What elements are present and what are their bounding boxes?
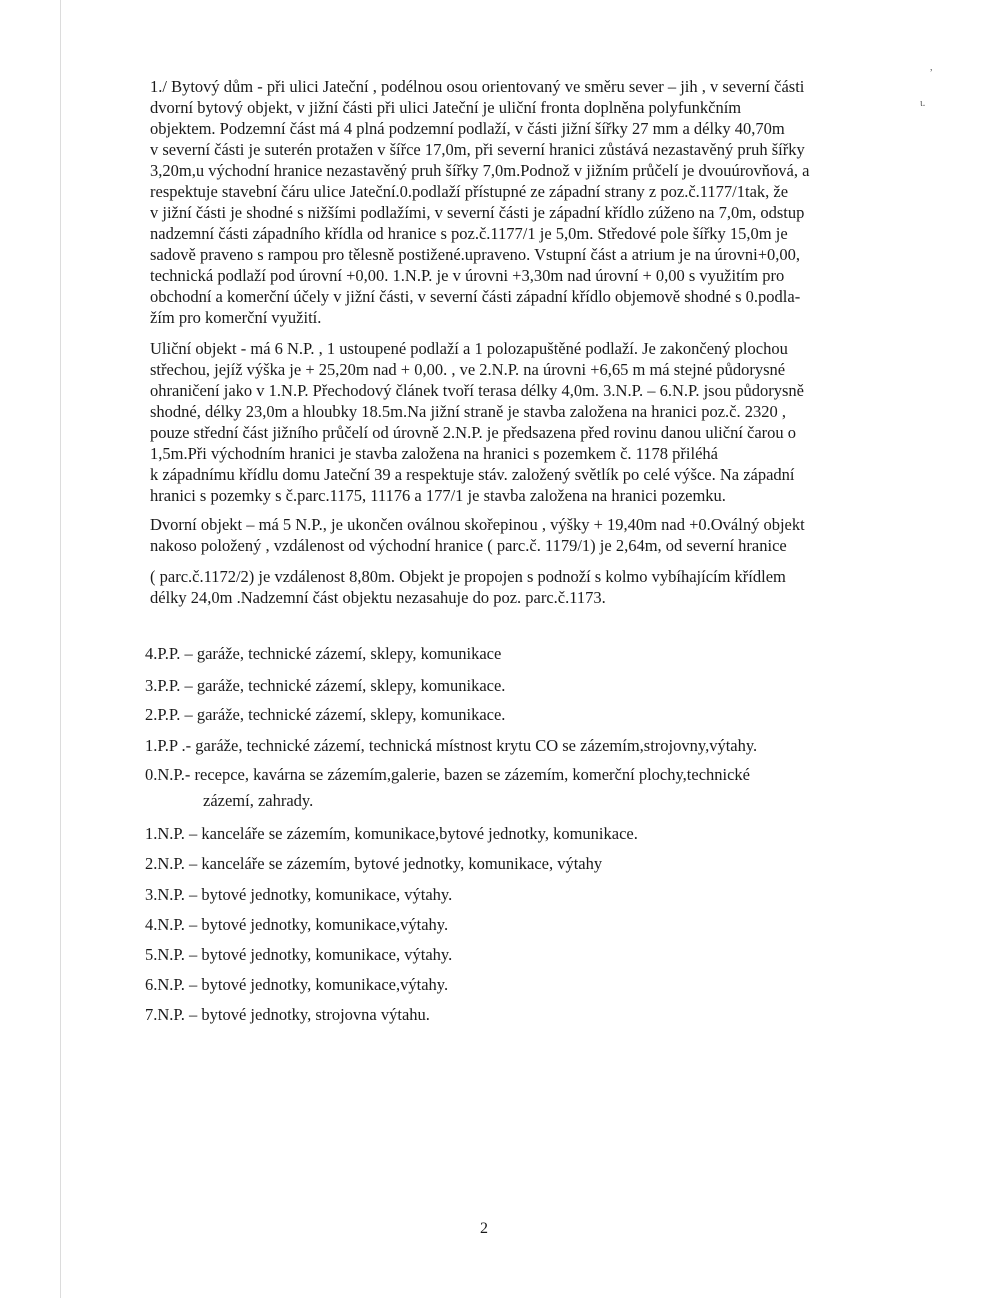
page-number: 2 (480, 1220, 488, 1237)
text-line: shodné, délky 23,0m a hloubky 18.5m.Na jižní straně je stavba založena na hranici poz.č. 2320 , (150, 402, 786, 421)
text-line: žím pro komerční využití. (150, 308, 322, 327)
text-line: dvorní bytový objekt, v jižní části při ulici Jateční je uliční fronta doplněna polyfunkčním (150, 98, 742, 117)
floor-item (145, 705, 505, 725)
floor-text: 0.N.P.- recepce, kavárna se zázemím,galerie, bazen se zázemím, komerční plochy,technické (145, 765, 751, 784)
floor-item (145, 765, 750, 811)
floor-text: 1.P.P .- garáže, technické zázemí, technická místnost krytu CO se zázemím,strojovny,výtahy. (145, 736, 758, 755)
floor-text: 7.N.P. – bytové jednotky, strojovna výtahu. (145, 1005, 430, 1024)
text-line: Dvorní objekt – má 5 N.P., je ukončen oválnou skořepinou , výšky + 19,40m nad +0.Oválný objekt (150, 515, 805, 534)
floor-item (145, 676, 505, 696)
floor-text: 6.N.P. – bytové jednotky, komunikace,výtahy. (145, 975, 449, 994)
floor-text: 3.P.P. – garáže, technické zázemí, sklepy, komunikace. (145, 676, 506, 695)
floor-item (145, 736, 757, 756)
text-line: délky 24,0m .Nadzemní část objektu nezasahuje do poz. parc.č.1173. (150, 588, 606, 607)
text-line: nadzemní části západního křídla od hranice s poz.č.1177/1 je 5,0m. Středové pole šířky 15,0m je (150, 224, 788, 243)
text-line: obchodní a komerční účely v jižní části, v severní části západní křídlo objemově shodné s 0.podla- (150, 287, 801, 306)
text-line: v jižní části je shodné s nižšími podlažími, v severní části je západní křídlo zúženo na 7,0m, odstup (150, 203, 805, 222)
paragraph-courtyard-building-cont (150, 566, 880, 608)
floor-text: 5.N.P. – bytové jednotky, komunikace, výtahy. (145, 945, 453, 964)
floor-item (145, 885, 452, 905)
floor-text: 2.N.P. – kanceláře se zázemím, bytové jednotky, komunikace, výtahy (145, 854, 603, 873)
text-line: ohraničení jako v 1.N.P. Přechodový článek tvoří terasa délky 4,0m. 3.N.P. – 6.N.P. jsou půdorysně (150, 381, 804, 400)
floor-item (145, 854, 602, 874)
scan-edge-line (60, 0, 61, 1298)
paragraph-street-building (150, 338, 880, 506)
floor-text: 1.N.P. – kanceláře se zázemím, komunikace,bytové jednotky, komunikace. (145, 824, 638, 843)
floor-item (145, 945, 452, 965)
floor-text: 4.N.P. – bytové jednotky, komunikace,výtahy. (145, 915, 449, 934)
floor-text: 3.N.P. – bytové jednotky, komunikace, výtahy. (145, 885, 453, 904)
text-line: 1,5m.Při východním hranici je stavba založena na hranici s pozemkem č. 1178 přiléhá (150, 444, 718, 463)
text-line: nakoso položený , vzdálenost od východní hranice ( parc.č. 1179/1) je 2,64m, od severní hranice (150, 536, 787, 555)
text-line: Uliční objekt - má 6 N.P. , 1 ustoupené podlaží a 1 polozapuštěné podlaží. Je zakončený plochou (150, 339, 788, 358)
floor-item (145, 824, 638, 844)
floor-text: 4.P.P. – garáže, technické zázemí, sklepy, komunikace (145, 644, 502, 663)
paragraph-residential-building (150, 76, 880, 328)
text-line: objektem. Podzemní část má 4 plná podzemní podlaží, v části jižní šířky 27 mm a délky 40,70m (150, 119, 785, 138)
text-line: střechou, jejíž výška je + 25,20m nad + 0,00. , ve 2.N.P. na úrovni +6,65 m má stejné půdorysné (150, 360, 786, 379)
floor-item (145, 915, 448, 935)
paragraph-courtyard-building (150, 514, 880, 556)
text-line: v severní části je suterén protažen v šířce 17,0m, při severní hranici zůstává nezastavěný pruh šířky (150, 140, 805, 159)
text-line: ( parc.č.1172/2) je vzdálenost 8,80m. Objekt je propojen s podnoží s kolmo vybíhajícím křídlem (150, 567, 786, 586)
floor-item (145, 644, 501, 664)
margin-speck: , (930, 62, 933, 73)
floor-text: 2.P.P. – garáže, technické zázemí, sklepy, komunikace. (145, 705, 506, 724)
text-line: pouze střední část jižního průčelí od úrovně 2.N.P. je předsazena před rovinu danou uliční čarou o (150, 423, 797, 442)
text-line: hranici s pozemky s č.parc.1175, 11176 a 177/1 je stavba založena na hranici pozemku. (150, 486, 726, 505)
text-line: sadově praveno s rampou pro tělesně postižené.upraveno. Vstupní část a atrium je na úrovni+0,00, (150, 245, 801, 264)
margin-speck: ι. (920, 98, 926, 109)
floor-text-continuation: zázemí, zahrady. (203, 791, 314, 810)
floor-item (145, 975, 448, 995)
text-line: respektuje stavební čáru ulice Jateční.0.podlaží přístupné ze západní strany z poz.č.1177/1tak, že (150, 182, 789, 201)
text-line: technická podlaží pod úrovní +0,00. 1.N.P. je v úrovni +3,30m nad úrovní + 0,00 s využitím pro (150, 266, 785, 285)
text-line: 3,20m,u východní hranice nezastavěný pruh šířky 7,0m.Podnož v jižním průčelí je dvouúrovňová, a (150, 161, 810, 180)
text-line: k západnímu křídlu domu Jateční 39 a respektuje stáv. založený světlík po celé výšce. Na západní (150, 465, 795, 484)
text-line: 1./ Bytový dům - při ulici Jateční , podélnou osou orientovaný ve směru sever – jih , v severní části (150, 77, 805, 96)
floor-item (145, 1005, 430, 1025)
